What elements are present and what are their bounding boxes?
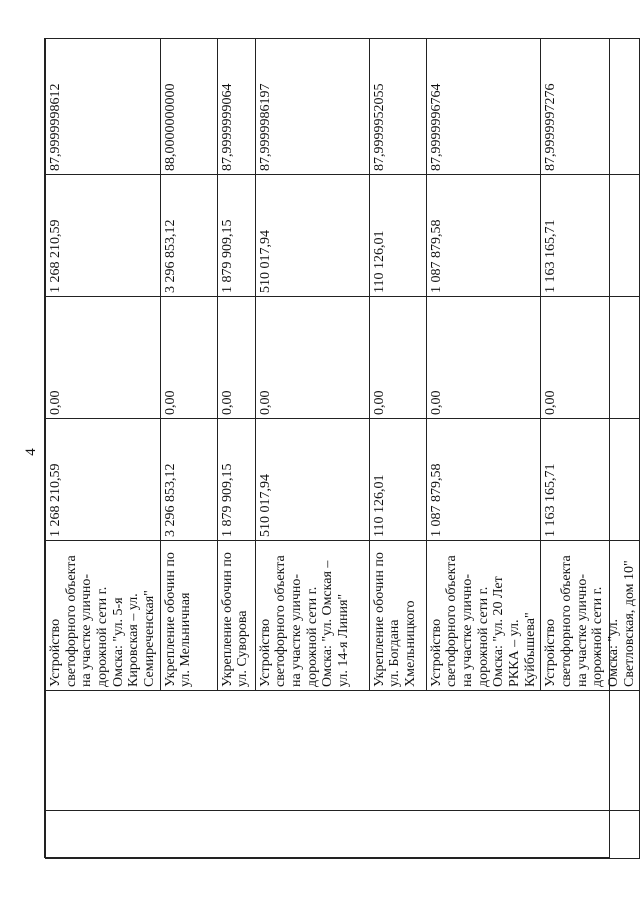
zero-cell: 0,00 <box>160 297 217 419</box>
object-name-cell: Укрепление обочин по ул. Суворова <box>217 541 255 691</box>
total-cell: 1 087 879,58 <box>426 419 541 541</box>
object-name-cell: Укрепление обочин по ул. Богдана Хмельницкого <box>369 541 426 691</box>
percent-cell: 87,9999952055 <box>369 39 426 175</box>
empty-cell-2 <box>46 691 640 811</box>
report-table-body <box>46 39 640 859</box>
percent-cell: 87,9999999064 <box>217 39 255 175</box>
zero-cell: 0,00 <box>217 297 255 419</box>
zero-cell: 0,00 <box>426 297 541 419</box>
report-table <box>45 38 640 859</box>
zero-cell: 0,00 <box>541 297 640 419</box>
amount-cell: 110 126,01 <box>369 175 426 297</box>
amount-cell: 1 087 879,58 <box>426 175 541 297</box>
object-name-cell: Укрепление обочин по ул. Мельничная <box>160 541 217 691</box>
report-table-frame <box>44 38 637 858</box>
empty-cell-1 <box>46 811 640 859</box>
amount-cell: 1 163 165,71 <box>541 175 640 297</box>
object-name-cell: Устройство светофорного объекта на участке улично-дорожной сети г. Омска: "ул. 20 Лет РККА – ул. Куйбышева" <box>426 541 541 691</box>
page-number: 4 <box>22 448 39 456</box>
percent-cell: 88,0000000000 <box>160 39 217 175</box>
total-cell: 1 268 210,59 <box>46 419 161 541</box>
object-name-cell: Устройство светофорного объекта на участке улично-дорожной сети г. Омска: "ул. Светловская, дом 10" <box>541 541 640 691</box>
zero-cell: 0,00 <box>369 297 426 419</box>
total-cell: 1 163 165,71 <box>541 419 640 541</box>
total-cell: 510 017,94 <box>255 419 369 541</box>
rotated-table-wrapper <box>45 39 637 859</box>
total-cell: 1 879 909,15 <box>217 419 255 541</box>
amount-cell: 1 268 210,59 <box>46 175 161 297</box>
zero-cell: 0,00 <box>46 297 161 419</box>
total-cell: 3 296 853,12 <box>160 419 217 541</box>
object-name-cell: Устройство светофорного объекта на участке улично-дорожной сети г. Омска: "ул. 5-я Кировская – ул. Семиреченская" <box>46 541 161 691</box>
percent-cell: 87,9999996764 <box>426 39 541 175</box>
amount-cell: 510 017,94 <box>255 175 369 297</box>
amount-cell: 1 879 909,15 <box>217 175 255 297</box>
zero-cell: 0,00 <box>255 297 369 419</box>
amount-cell: 3 296 853,12 <box>160 175 217 297</box>
percent-cell: 87,9999997276 <box>541 39 640 175</box>
total-cell: 110 126,01 <box>369 419 426 541</box>
percent-cell: 87,9999986197 <box>255 39 369 175</box>
table-row <box>46 39 161 859</box>
object-name-cell: Устройство светофорного объекта на участке улично-дорожной сети г. Омска: "ул. Омская – ул. 14-я Линия" <box>255 541 369 691</box>
percent-cell: 87,9999998612 <box>46 39 161 175</box>
